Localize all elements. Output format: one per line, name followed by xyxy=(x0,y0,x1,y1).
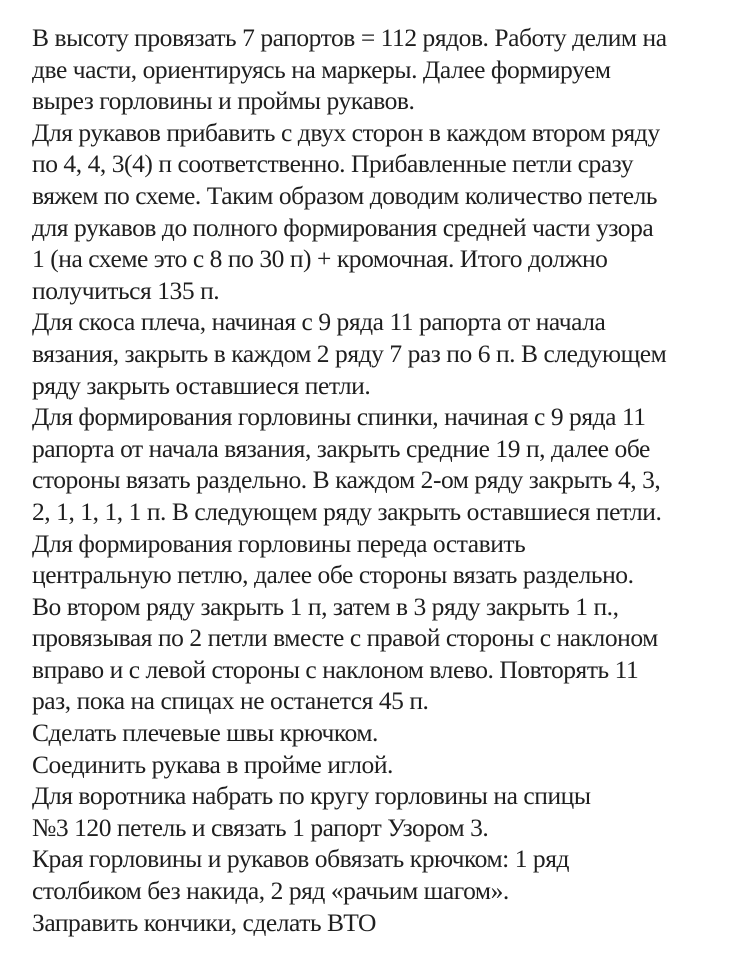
text-line: Для рукавов прибавить с двух сторон в каждом втором ряду xyxy=(32,117,660,147)
text-line: центральную петлю, далее обе стороны вязать раздельно. xyxy=(32,560,634,590)
text-line: для рукавов до полного формирования средней части узора xyxy=(32,212,654,242)
text-line: получиться 135 п. xyxy=(32,275,220,305)
text-line: стороны вязать раздельно. В каждом 2-ом ряду закрыть 4, 3, xyxy=(32,465,661,495)
text-line: Для воротника набрать по кругу горловины на спицы xyxy=(32,781,591,811)
text-line: №3 120 петель и связать 1 рапорт Узором 3. xyxy=(32,812,489,842)
text-line: раз, пока на спицах не останется 45 п. xyxy=(32,686,429,716)
text-line: 2, 1, 1, 1, 1 п. В следующем ряду закрыть оставшиеся петли. xyxy=(32,496,662,526)
text-line: Соединить рукава в пройме иглой. xyxy=(32,749,393,779)
text-line: Края горловины и рукавов обвязать крючком: 1 ряд xyxy=(32,844,570,874)
text-line: В высоту провязать 7 рапортов = 112 рядов. Работу делим на xyxy=(32,23,667,52)
text-line: вправо и с левой стороны с наклоном влево. Повторять 11 xyxy=(32,654,639,684)
text-line: Заправить кончики, сделать ВТО xyxy=(32,907,377,937)
text-line: рапорта от начала вязания, закрыть средние 19 п, далее обе xyxy=(32,433,650,463)
text-line: вяжем по схеме. Таким образом доводим количество петель xyxy=(32,180,658,210)
text-line: по 4, 4, 3(4) п соответственно. Прибавленные петли сразу xyxy=(32,149,634,179)
text-line: две части, ориентируясь на маркеры. Далее формируем xyxy=(32,54,611,84)
text-line: Для формирования горловины переда оставить xyxy=(32,528,526,558)
text-line: Во втором ряду закрыть 1 п, затем в 3 ряду закрыть 1 п., xyxy=(32,591,619,621)
knitting-instructions-text xyxy=(32,22,754,938)
text-line: вырез горловины и проймы рукавов. xyxy=(32,86,415,116)
text-line: провязывая по 2 петли вместе с правой стороны с наклоном xyxy=(32,623,658,653)
text-line: вязания, закрыть в каждом 2 ряду 7 раз по 6 п. В следующем xyxy=(32,338,667,368)
text-line: Для формирования горловины спинки, начиная с 9 ряда 11 xyxy=(32,402,646,432)
text-line: Для скоса плеча, начиная с 9 ряда 11 рапорта от начала xyxy=(32,307,606,337)
text-line: 1 (на схеме это с 8 по 30 п) + кромочная. Итого должно xyxy=(32,244,608,274)
text-line: Сделать плечевые швы крючком. xyxy=(32,718,378,748)
text-line: столбиком без накида, 2 ряд «рачьим шагом». xyxy=(32,876,509,906)
text-line: ряду закрыть оставшиеся петли. xyxy=(32,370,371,400)
